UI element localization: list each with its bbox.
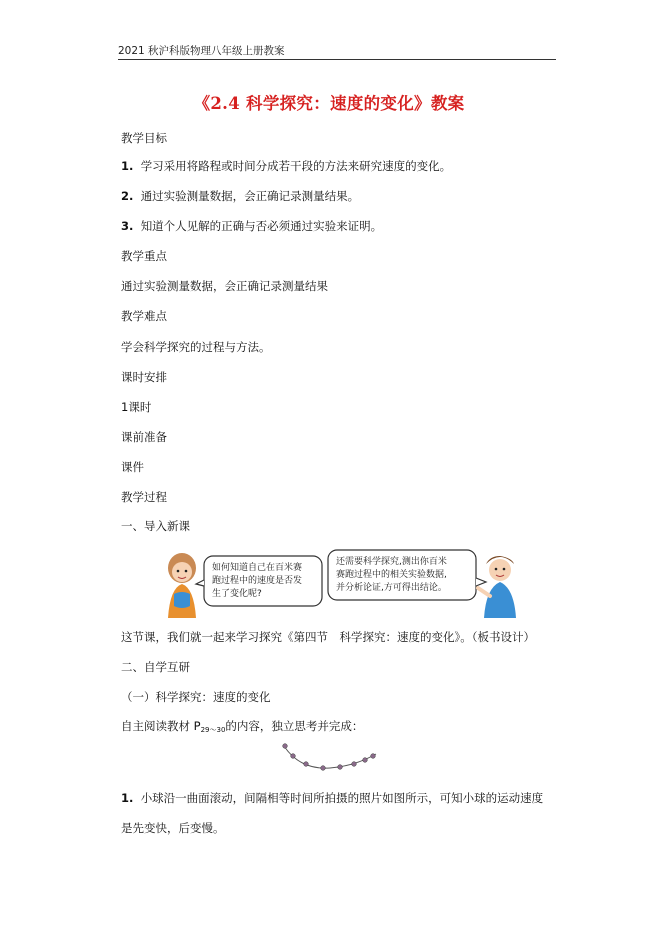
header-divider xyxy=(118,59,556,60)
boy-bubble-line-3: 并分析论证,方可得出结论。 xyxy=(336,583,447,593)
question-1-number: 1. xyxy=(121,791,134,805)
girl-speech-bubble xyxy=(196,556,322,606)
objective-3-text: 知道个人见解的正确与否必须通过实验来证明。 xyxy=(140,219,383,233)
objective-2-number: 2. xyxy=(121,189,134,203)
objective-1-number: 1. xyxy=(121,159,134,173)
prep-heading: 课前准备 xyxy=(121,430,167,444)
sub1-heading: （一）科学探究：速度的变化 xyxy=(121,690,271,704)
step2-heading: 二、自学互研 xyxy=(121,660,190,674)
girl-figure xyxy=(168,553,196,618)
key-heading: 教学重点 xyxy=(121,249,167,263)
girl-bubble-line-3: 生了变化呢? xyxy=(212,589,262,599)
intro-text: 这节课，我们就一起来学习探究《第四节 科学探究：速度的变化》。（板书设计） xyxy=(121,630,535,644)
rolling-ball-figure xyxy=(280,740,380,774)
objectives-heading: 教学目标 xyxy=(121,131,167,145)
process-heading: 教学过程 xyxy=(121,490,167,504)
step1-heading: 一、导入新课 xyxy=(121,519,190,533)
reading-instruction xyxy=(121,718,363,735)
objective-3 xyxy=(121,218,382,234)
objective-1 xyxy=(121,158,451,174)
question-1-line-2: 是先变快，后变慢。 xyxy=(121,821,225,835)
schedule-heading: 课时安排 xyxy=(121,370,167,384)
girl-bubble-line-2: 跑过程中的速度是否发 xyxy=(212,576,303,586)
difficulty-heading: 教学难点 xyxy=(121,309,167,323)
boy-figure xyxy=(478,556,516,618)
reading-prefix: 自主阅读教材 P xyxy=(121,719,201,733)
objective-1-text: 学习采用将路程或时间分成若干段的方法来研究速度的变化。 xyxy=(140,159,452,173)
difficulty-text: 学会科学探究的过程与方法。 xyxy=(121,340,271,354)
page-header: 2021 秋沪科版物理八年级上册教案 xyxy=(118,45,285,57)
boy-bubble-line-1: 还需要科学探究,测出你百米 xyxy=(336,557,447,567)
schedule-text: 1课时 xyxy=(121,400,152,414)
document-title: 《2.4 科学探究：速度的变化》教案 xyxy=(193,94,465,113)
girl-bubble-line-1: 如何知道自己在百米赛 xyxy=(212,563,303,573)
question-1-line-1 xyxy=(121,790,543,806)
boy-speech-bubble xyxy=(328,550,486,600)
objective-2-text: 通过实验测量数据，会正确记录测量结果。 xyxy=(140,189,360,203)
objective-2 xyxy=(121,188,359,204)
question-1-text: 小球沿一曲面滚动，间隔相等时间所拍摄的照片如图所示，可知小球的运动速度 xyxy=(140,791,544,805)
intro-illustration xyxy=(160,548,520,618)
boy-bubble-line-2: 赛跑过程中的相关实验数据, xyxy=(336,570,447,580)
key-text: 通过实验测量数据，会正确记录测量结果 xyxy=(121,279,328,293)
reading-pages: 29～30 xyxy=(200,726,226,734)
prep-text: 课件 xyxy=(121,460,144,474)
objective-3-number: 3. xyxy=(121,219,134,233)
reading-suffix: 的内容，独立思考并完成： xyxy=(225,719,364,733)
